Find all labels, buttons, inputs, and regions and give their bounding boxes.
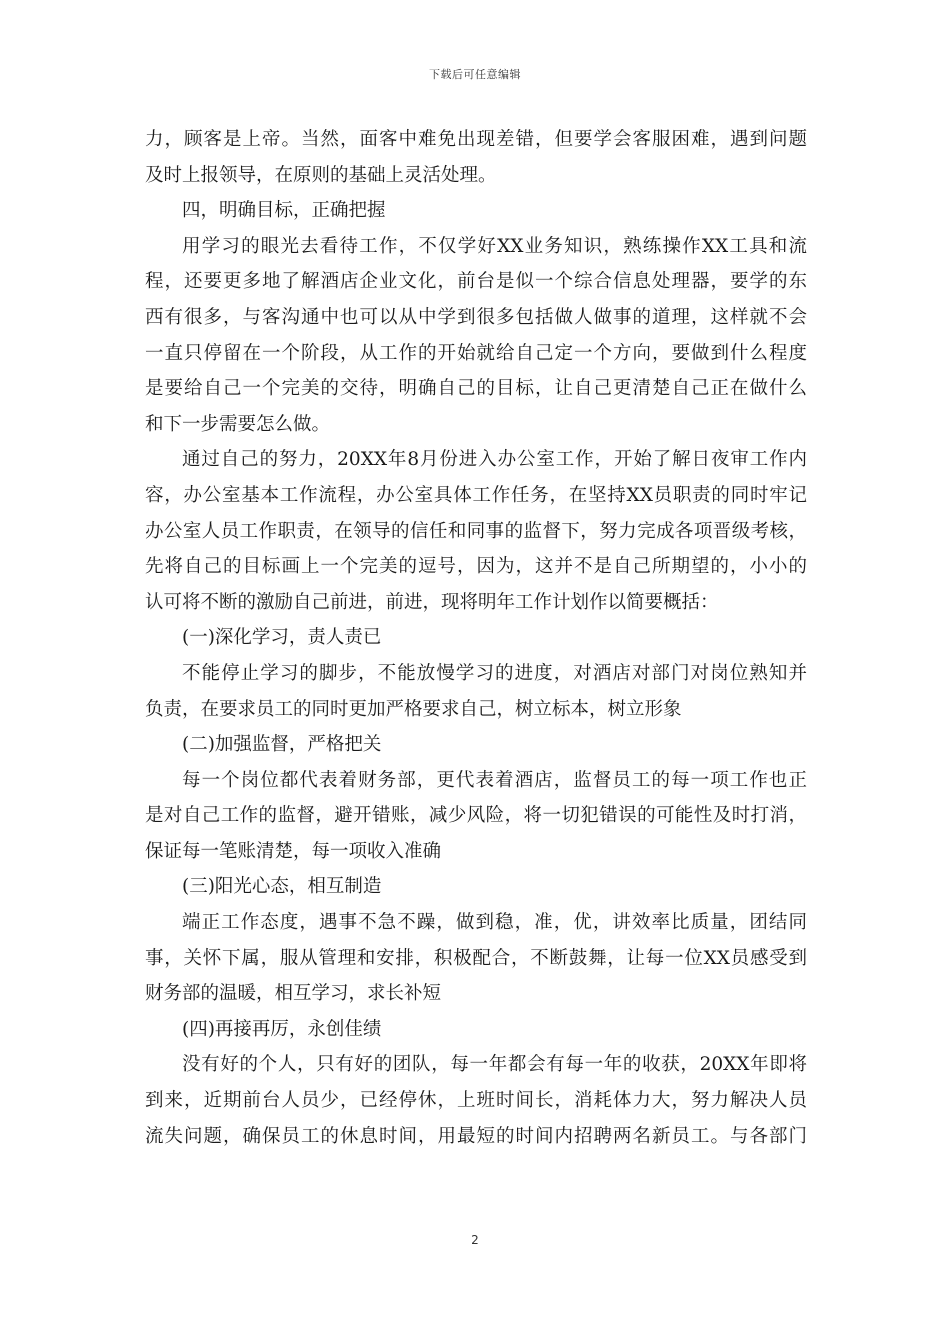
text-line: 及时上报领导，在原则的基础上灵活处理。 [145,164,497,186]
text-line: 保证每一笔账清楚，每一项收入准确 [145,840,442,862]
text-line: 用学习的眼光去看待工作，不仅学好XX业务知识，熟练操作XX工具和流 [182,235,807,257]
text-line: 办公室人员工作职责，在领导的信任和同事的监督下，努力完成各项晋级考核， [145,520,807,542]
page-number: 2 [471,1233,479,1247]
text-line: 西有很多，与客沟通中也可以从中学到很多包括做人做事的道理，这样就不会 [145,306,807,328]
text-line: 端正工作态度，遇事不急不躁，做到稳，准，优，讲效率比质量，团结同 [182,912,807,934]
text-line: 到来，近期前台人员少，已经停休，上班时间长，消耗体力大，努力解决人员 [145,1090,807,1112]
text-line: 认可将不断的激励自己前进，前进，现将明年工作计划作以简要概括： [145,591,719,613]
text-line: 先将自己的目标画上一个完美的逗号，因为，这并不是自己所期望的，小小的 [145,556,807,578]
text-line: 是对自己工作的监督，避开错账，减少风险，将一切犯错误的可能性及时打消， [145,805,807,827]
text-line: 事，关怀下属，服从管理和安排，积极配合，不断鼓舞，让每一位XX员感受到 [145,947,807,969]
section-heading: (四)再接再厉，永创佳绩 [182,1018,382,1040]
text-line: 负责，在要求员工的同时更加严格要求自己，树立标本，树立形象 [145,698,682,720]
text-line: 每一个岗位都代表着财务部，更代表着酒店，监督员工的每一项工作也正 [182,769,807,791]
text-line: 通过自己的努力，20XX年8月份进入办公室工作，开始了解日夜审工作内 [182,449,807,471]
text-line: 财务部的温暖，相互学习，求长补短 [145,983,442,1005]
document-body [145,122,807,1154]
page-header-note: 下载后可任意编辑 [429,68,521,81]
text-line: 程，还要更多地了解酒店企业文化，前台是似一个综合信息处理器，要学的东 [145,271,807,293]
section-heading: (二)加强监督，严格把关 [182,734,382,756]
text-line: 不能停止学习的脚步，不能放慢学习的进度，对酒店对部门对岗位熟知并 [182,662,807,684]
text-line: 力，顾客是上帝。当然，面客中难免出现差错，但要学会客服困难，遇到问题 [145,129,807,150]
section-heading: 四，明确目标，正确把握 [182,200,386,222]
section-heading: (三)阳光心态，相互制造 [182,876,382,898]
text-line: 是要给自己一个完美的交待，明确自己的目标，让自己更清楚自己正在做什么 [145,378,807,400]
text-line: 容，办公室基本工作流程，办公室具体工作任务，在坚持XX员职责的同时牢记 [145,484,807,506]
text-line: 没有好的个人，只有好的团队，每一年都会有每一年的收获，20XX年即将 [182,1054,807,1076]
text-line: 流失问题，确保员工的休息时间，用最短的时间内招聘两名新员工。与各部门 [145,1125,807,1147]
text-line: 和下一步需要怎么做。 [145,413,331,435]
text-line: 一直只停留在一个阶段，从工作的开始就给自己定一个方向，要做到什么程度 [145,342,807,364]
section-heading: (一)深化学习，责人责已 [182,627,382,649]
